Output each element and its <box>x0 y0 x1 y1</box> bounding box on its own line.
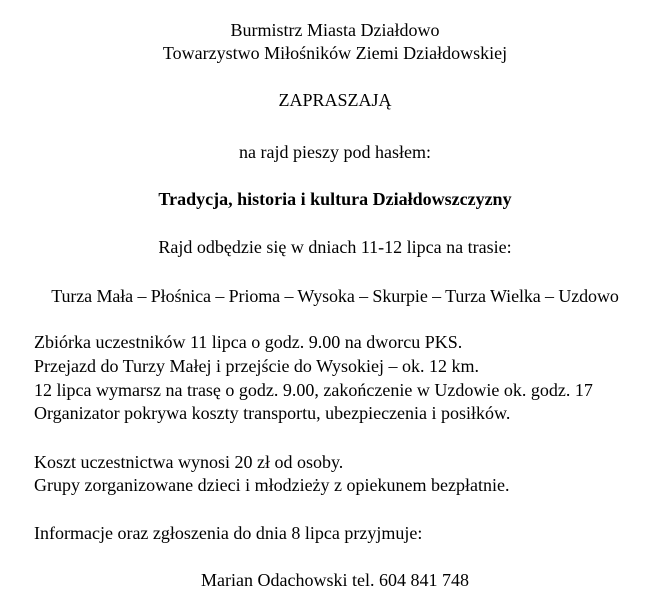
detail-line-2: Przejazd do Turzy Małej i przejście do Wysokiej – ok. 12 km. <box>34 356 480 376</box>
invite-heading: ZAPRASZAJĄ <box>278 90 392 110</box>
motto-title: Tradycja, historia i kultura Działdowszczyzny <box>158 189 512 209</box>
contact-text: Marian Odachowski tel. 604 841 748 <box>201 570 469 590</box>
intro-text: na rajd pieszy pod hasłem: <box>239 142 431 162</box>
detail-line-1: Zbiórka uczestników 11 lipca o godz. 9.00 na dworcu PKS. <box>34 332 463 352</box>
organizer-line-2: Towarzystwo Miłośników Ziemi Działdowskiej <box>162 43 508 63</box>
info-text: Informacje oraz zgłoszenia do dnia 8 lipca przyjmuje: <box>34 523 423 543</box>
cost-line-2: Grupy zorganizowane dzieci i młodzieży z opiekunem bezpłatnie. <box>34 475 510 495</box>
detail-line-3: 12 lipca wymarsz na trasę o godz. 9.00, zakończenie w Uzdowie ok. godz. 17 <box>34 380 593 400</box>
dates-text: Rajd odbędzie się w dniach 11-12 lipca na trasie: <box>158 237 512 257</box>
route-text: Turza Mała – Płośnica – Prioma – Wysoka – Skurpie – Turza Wielka – Uzdowo <box>51 286 619 306</box>
organizer-line-1: Burmistrz Miasta Działdowo <box>230 20 440 40</box>
cost-line-1: Koszt uczestnictwa wynosi 20 zł od osoby. <box>34 452 344 472</box>
detail-line-4: Organizator pokrywa koszty transportu, ubezpieczenia i posiłków. <box>34 403 511 423</box>
